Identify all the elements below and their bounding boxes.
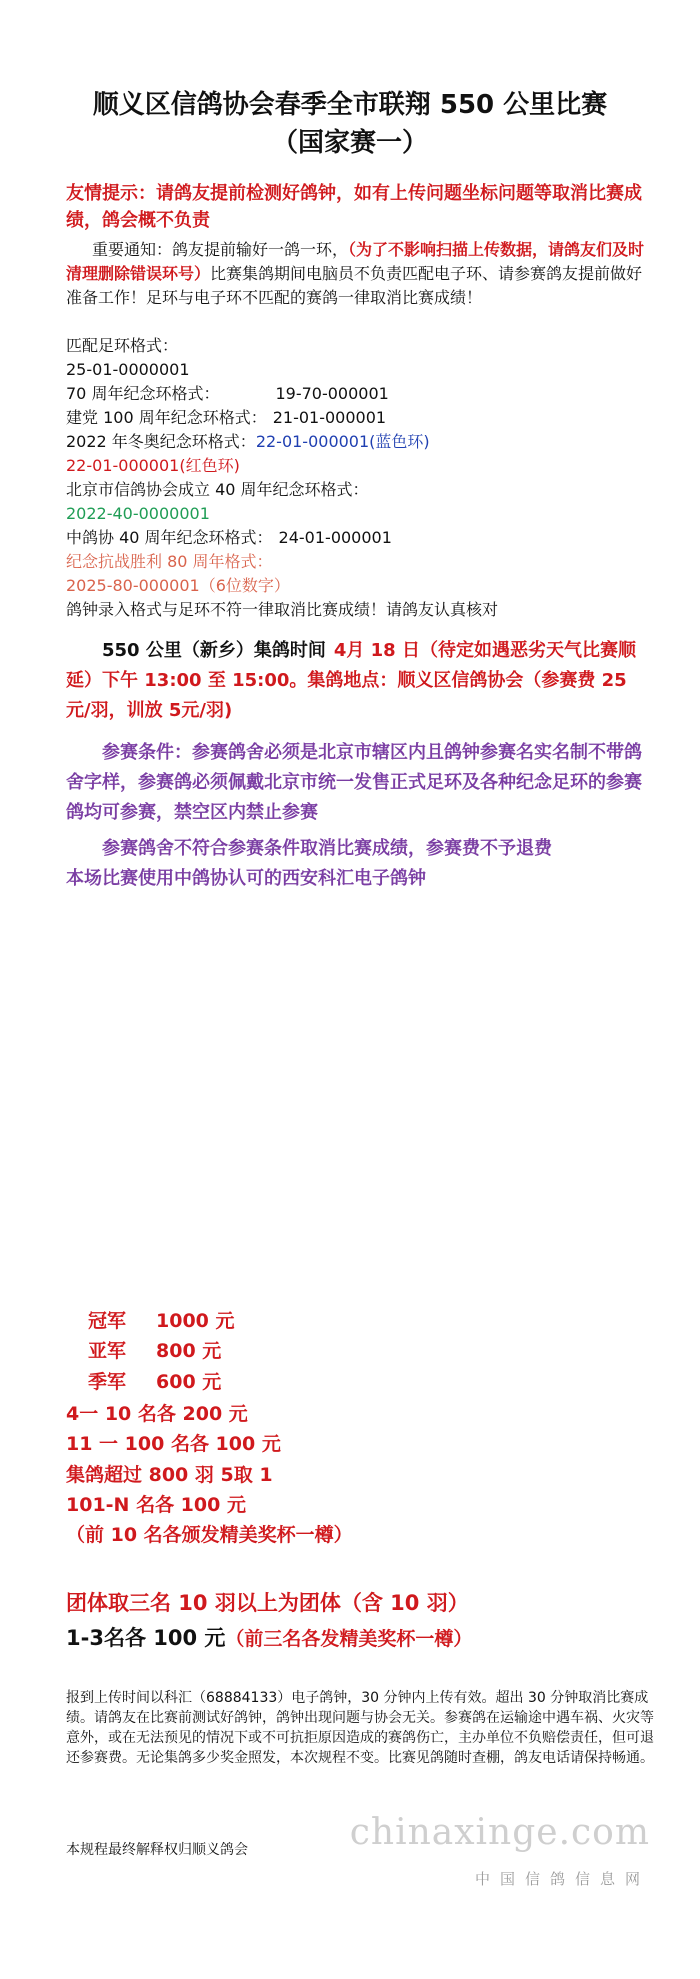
- team-cups: （前三名各发精美奖杯一樽）: [225, 1628, 473, 1650]
- prize-champion: [88, 1307, 235, 1335]
- important-notice: [66, 238, 656, 310]
- format-party: [66, 406, 656, 430]
- format-victory80-value: 2025-80-000001（6位数字）: [66, 576, 290, 595]
- team-line-2: [66, 1622, 472, 1655]
- format-olympic-label: 2022 年冬奥纪念环格式：: [66, 432, 256, 451]
- team-line-1: 团体取三名 10 羽以上为团体（含 10 羽）: [66, 1591, 469, 1615]
- prize-4-10: 4一 10 名各 200 元: [66, 1403, 248, 1425]
- prize-second-label: 亚军: [88, 1340, 127, 1362]
- format-cpa40-label: 中鸽协 40 周年纪念环格式：: [66, 528, 273, 547]
- format-victory80-label: 纪念抗战胜利 80 周年格式：: [66, 552, 273, 571]
- format-warning: 鸽钟录入格式与足环不符一律取消比赛成绩！请鸽友认真核对: [66, 600, 499, 619]
- schedule-lead: 550 公里（新乡）集鸽时间: [102, 640, 326, 661]
- footer-note: 本规程最终解释权归顺义鸽会: [66, 1842, 248, 1858]
- format-70th: [66, 382, 656, 406]
- format-party-label: 建党 100 周年纪念环格式：: [66, 408, 267, 427]
- friendly-tip: 友情提示：请鸽友提前检测好鸽钟，如有上传问题坐标问题等取消比赛成绩，鸽会概不负责: [66, 183, 642, 231]
- format-cpa40-value: 24-01-000001: [278, 528, 392, 547]
- format-beijing40-value: 2022-40-0000001: [66, 504, 210, 523]
- watermark-brand: chinaxinge.com: [349, 1812, 650, 1853]
- conditions-text: 参赛条件：参赛鸽舍必须是北京市辖区内且鸽钟参赛名实名制不带鸽舍字样，参赛鸽必须佩戴北京市统一发售正式足环及各种纪念足环的参赛鸽均可参赛，禁空区内禁止参赛: [66, 742, 642, 823]
- participation-conditions: [66, 738, 656, 828]
- format-70th-label: 70 周年纪念环格式：: [66, 384, 220, 403]
- format-party-value: 21-01-000001: [272, 408, 387, 427]
- page-title: 顺义区信鸽协会春季全市联翔 550 公里比赛（国家赛一）: [92, 90, 608, 158]
- rules-text: 报到上传时间以科汇（68884133）电子鸽钟，30 分钟内上传有效。超出 30 分钟取消比赛成绩。请鸽友在比赛前测试好鸽钟，鸽钟出现问题与协会无关。参赛鸽在运输途中遇车祸、火灾等意外，或在无法预见的情况下或不可抗拒原因造成的赛鸽伤亡，主办单位不负赔偿责任，但可退还参赛费。无论集鸽多少奖金照发，本次规程不变。比赛见鸽随时查棚，鸽友电话请保持畅通。: [66, 1690, 654, 1766]
- format-olympic-blue: 22-01-000001(蓝色环): [255, 432, 430, 451]
- format-olympic: [66, 430, 656, 454]
- watermark-sub: 中国信鸽信息网: [474, 1870, 650, 1888]
- prize-second-value: 800 元: [156, 1340, 222, 1362]
- ring-formats: [66, 334, 656, 622]
- schedule-detail: 4月 18 日（待定如遇恶劣天气比赛顺延）下午 13:00 至 15:00。集鸽地点：顺义区信鸽协会（参赛费 25 元/羽，训放 5元/羽): [66, 640, 636, 721]
- device-note: 本场比赛使用中鸽协认可的西安科汇电子鸽钟: [66, 868, 426, 889]
- prize-champion-label: 冠军: [88, 1310, 127, 1332]
- notice-red-note: （为了不影响扫描上传数据，请鸽友们及时清理删除错误环号）: [66, 240, 645, 283]
- notice-tail: 比赛集鸽期间电脑员不负责匹配电子环、请参赛鸽友提前做好准备工作！足环与电子环不匹配的赛鸽一律取消比赛成绩！: [66, 264, 643, 307]
- format-header: 匹配足环格式：: [66, 336, 179, 355]
- schedule: [66, 636, 656, 726]
- prize-third-value: 600 元: [156, 1371, 222, 1393]
- format-olympic-red: 22-01-000001(红色环): [66, 456, 240, 475]
- format-beijing40-label: 北京市信鸽协会成立 40 周年纪念环格式：: [66, 480, 369, 499]
- prize-over-800: 集鸽超过 800 羽 5取 1: [66, 1464, 273, 1486]
- format-70th-value: 19-70-000001: [275, 384, 389, 403]
- team-prize: 1-3名各 100 元: [66, 1626, 226, 1650]
- prize-101-n: 101-N 名各 100 元: [66, 1494, 246, 1516]
- prize-third: [88, 1368, 221, 1396]
- notice-lead: 重要通知：鸽友提前输好一鸽一环，: [92, 240, 349, 259]
- format-standard: 25-01-0000001: [66, 360, 190, 379]
- disqualify-line-1: [66, 834, 656, 864]
- prize-11-100: 11 一 100 名各 100 元: [66, 1433, 281, 1455]
- prize-champion-value: 1000 元: [156, 1310, 235, 1332]
- prize-third-label: 季军: [88, 1371, 127, 1393]
- disqualify-text: 参赛鸽舍不符合参赛条件取消比赛成绩，参赛费不予退费: [102, 838, 552, 859]
- prize-second: [88, 1337, 221, 1365]
- prize-cups: （前 10 名各颁发精美奖杯一樽）: [66, 1524, 353, 1546]
- format-cpa40: [66, 526, 656, 550]
